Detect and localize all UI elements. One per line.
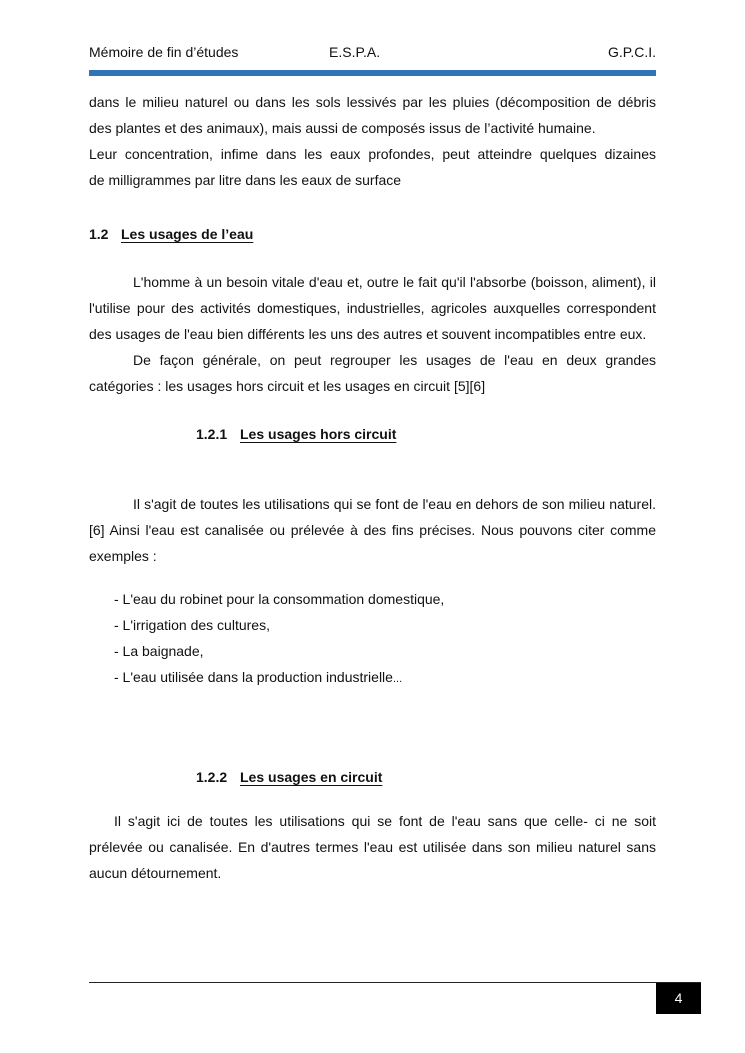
paragraph-en-circuit: Il s'agit ici de toutes les utilisations qui se font de l'eau sans que celle- ci ne soit prélevée ou canalisée. En d'autres termes l'eau est utilisée dans son milieu naturel sans aucun détournement. (89, 813, 656, 881)
section-heading-1-2-1 (196, 421, 656, 447)
section-heading-1-2-2 (196, 764, 656, 790)
paragraph-hors-circuit: Il s'agit de toutes les utilisations qui se font de l'eau en dehors de son milieu naturel. [6] Ainsi l'eau est canalisée ou prélevée à des fins précises. Nous pouvons citer comme exemples : (89, 496, 656, 564)
intro-line: de milligrammes par litre dans les eaux de surface (89, 172, 402, 188)
paragraph-categories: De façon générale, on peut regrouper les usages de l'eau en deux grandes catégories : les usages hors circuit et les usages en circuit [5][6] (89, 352, 656, 394)
examples-list (89, 586, 656, 692)
header-department-label: G.P.C.I. (608, 44, 656, 60)
document-body (89, 89, 656, 886)
ellipsis: ... (392, 673, 403, 685)
list-item: - L'irrigation des cultures, (114, 617, 270, 633)
section-title: Les usages de l’eau (121, 226, 254, 242)
section-title: Les usages en circuit (240, 769, 383, 785)
page-header (89, 44, 656, 64)
list-item-text: - L'eau utilisée dans la production industrielle (114, 669, 393, 685)
list-item: - L'eau du robinet pour la consommation domestique, (114, 591, 445, 607)
header-divider (89, 70, 656, 76)
footer-divider (89, 982, 701, 983)
section-number: 1.2 (89, 226, 109, 242)
header-school-label: E.S.P.A. (329, 44, 381, 60)
page-number: 4 (656, 983, 701, 1014)
intro-line: des plantes et des animaux), mais aussi de composés issus de l’activité humaine. (89, 120, 596, 136)
list-item: - La baignade, (114, 643, 204, 659)
header-thesis-label: Mémoire de fin d’études (89, 44, 239, 60)
intro-line: dans le milieu naturel ou dans les sols lessivés par les pluies (décomposition de débris (89, 94, 656, 110)
paragraph-needs: L'homme à un besoin vitale d'eau et, outre le fait qu'il l'absorbe (boisson, aliment), il l'utilise pour des activités domestiques, industrielles, agricoles auxquelles correspondent des usages de l'eau bien différents les uns des autres et souvent incompatibles entre eux. (89, 274, 656, 342)
section-number: 1.2.2 (196, 769, 228, 785)
section-heading-1-2 (89, 221, 656, 247)
intro-line: Leur concentration, infime dans les eaux profondes, peut atteindre quelques dizaines (89, 146, 656, 162)
list-item (114, 664, 656, 692)
section-title: Les usages hors circuit (240, 426, 397, 442)
section-number: 1.2.1 (196, 426, 228, 442)
